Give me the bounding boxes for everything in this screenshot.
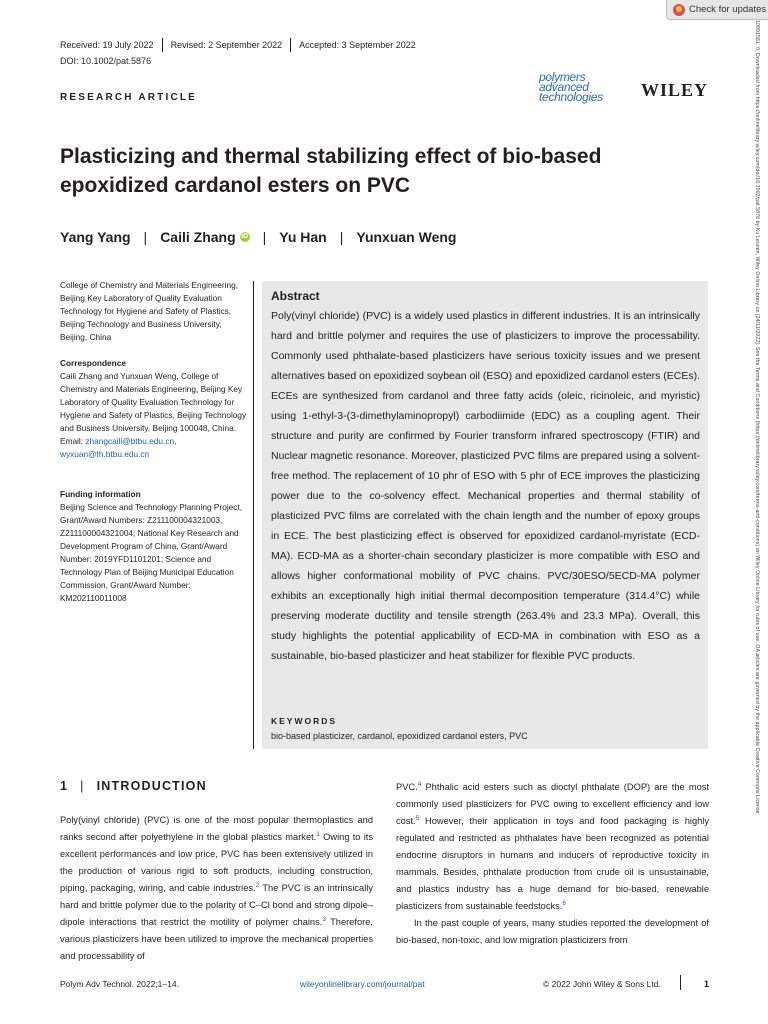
download-notice: 10991581, 0, Downloaded from https://onlinelibrary.wiley.com/doi/10.1002/pat.5876 by Ku Leuven, Wiley Online Library on [24/11/2022]. See the Terms and Conditions (https://onlinelibrary.wiley.com/terms-and-conditions) on Wiley Online Library for rules of use; OA articles are governed by the applicable Creative Commons License	[754, 20, 760, 814]
revised-date: Revised: 2 September 2022	[170, 40, 283, 50]
citation-link[interactable]: 3	[322, 915, 326, 923]
author[interactable]: Yu Han	[279, 229, 327, 245]
journal-logo-line: polymers	[539, 70, 586, 84]
text-run: Poly(vinyl chloride) (PVC) is one of the most popular thermoplastics and ranks second after polyethylene in the global plastics market.	[60, 815, 373, 842]
journal-logo	[539, 72, 631, 106]
author-separator: |	[262, 229, 267, 245]
crossmark-icon	[673, 4, 685, 16]
paragraph	[60, 812, 373, 965]
text-run: PVC.	[396, 782, 418, 792]
journal-url-link[interactable]: wileyonlinelibrary.com/journal/pat	[300, 979, 425, 989]
section-number: 1	[60, 779, 69, 793]
page-number: 1	[704, 979, 710, 989]
column-divider	[253, 281, 254, 749]
correspondence: Correspondence Caili Zhang and Yunxuan Weng, College of Chemistry and Materials Engineering, Beijing Key Laboratory of Quality Evaluation Technology for Hygiene and Safety of Plastics, Beijing Technology and Business University, Beijing 100048, China. Email: zhangcaili@btbu.edu.cn, wyxuan@th.btbu.edu.cn	[60, 357, 250, 461]
funding-information	[60, 488, 250, 605]
abstract-heading: Abstract	[271, 289, 320, 303]
text-run: Phthalic acid esters such as dioctyl phthalate (DOP) are the most commonly used plasticizers for PVC owing to excellent efficiency and low cost.	[396, 782, 709, 826]
check-for-updates-button[interactable]	[666, 0, 768, 20]
accepted-date: Accepted: 3 September 2022	[299, 40, 416, 50]
citation-link[interactable]: 6	[562, 899, 567, 907]
citation-link[interactable]: 4	[417, 780, 422, 788]
section-type: RESEARCH ARTICLE	[60, 92, 198, 103]
correspondence-text: Caili Zhang and Yunxuan Weng, College of Chemistry and Materials Engineering, Beijing Key Laboratory of Quality Evaluation Technology for Hygiene and Safety of Plastics, Beijing Technology and Business University, Beijing 100048, China.	[60, 371, 247, 433]
funding-heading: Funding information	[60, 489, 141, 499]
paragraph	[396, 779, 709, 915]
keywords-text: bio-based plasticizer, cardanol, epoxidized cardanol esters, PVC	[271, 731, 528, 741]
intro-right-column	[396, 779, 709, 949]
author-separator: |	[339, 229, 344, 245]
citation-link[interactable]: 5	[415, 814, 420, 822]
citation-link[interactable]: 1	[316, 830, 320, 838]
correspondence-heading: Correspondence	[60, 358, 126, 368]
email-label: Email:	[60, 436, 84, 446]
orcid-icon[interactable]: iD	[241, 233, 249, 240]
citation-link[interactable]: 2	[255, 881, 260, 889]
publisher-logo: WILEY	[641, 80, 709, 100]
article-title: Plasticizing and thermal stabilizing effect of bio-based epoxidized cardanol esters on PVC	[60, 145, 602, 197]
author[interactable]: Yunxuan Weng	[356, 229, 457, 245]
text-run: Therefore, various plasticizers have been utilized to improve the mechanical properties and processability of	[60, 917, 373, 961]
received-date: Received: 19 July 2022	[60, 40, 154, 50]
funding-text: Beijing Science and Technology Planning Project, Grant/Award Numbers: Z211100004321003, Z211100004321004; National Key Research and Development Program of China, Grant/Award Number: 2019YFD1101201; Science and Technology Plan of Beijing Municipal Education Commission, Grant/Award Number: KM202110011008	[60, 502, 243, 603]
author[interactable]: Yang Yang	[60, 229, 131, 245]
affiliation: College of Chemistry and Materials Engineering, Beijing Key Laboratory of Quality Evaluation Technology for Hygiene and Safety of Plastics, Beijing Technology and Business University, Beijing, China	[60, 280, 239, 342]
text-run: The PVC is an intrinsically hard and brittle polymer due to the polarity of C–Cl bond and strong dipole–dipole interactions that restrict the motility of polymer chains.	[60, 883, 373, 927]
footer-divider	[680, 975, 681, 990]
text-run: However, their application in toys and food packaging is highly regulated and restricted as phthalates have been recognized as potential endocrine disruptors in humans and inducers of reproductive toxicity in mammals. Besides, phthalate production from crude oil is unsustainable, and plastics industry has a huge demand for bio-based, renewable plasticizers from sustainable feedstocks.	[396, 816, 709, 911]
author-list	[60, 229, 456, 245]
paragraph: In the past couple of years, many studies reported the development of bio-based, non-toxic, and low migration plasticizers from	[396, 918, 709, 945]
keywords-heading: KEYWORDS	[271, 716, 338, 726]
section-title: INTRODUCTION	[96, 779, 207, 793]
intro-left-column	[60, 812, 373, 965]
text-run: Owing to its excellent performances and low price, PVC has been extensively utilized in the production of various rigid to soft products, including construction, piping, packaging, wiring, and cable industries.	[60, 832, 373, 893]
author-separator: |	[143, 229, 148, 245]
journal-logo-line: advanced	[539, 80, 589, 94]
abstract-text: Poly(vinyl chloride) (PVC) is a widely used plastics in different industries. It is an intrinsically hard and brittle polymer and requires the use of plasticizers to improve the processability. Commonly used phthalate-based plasticizers have serious toxicity issues and we present alternatives based on epoxidized soybean oil (ESO) and epoxidized cardanol esters (ECEs). ECEs are synthesized from cardanol and three fatty acids (oleic, ricinoleic, and myristic) using 1-ethyl-3-(3-dimethylaminopropyl) carbodiimide (EDC) as a coupling agent. Their structure and purity are confirmed by Fourier transform infrared spectroscopy (FTIR) and Nuclear magnetic resonance. Moreover, plasticized PVC films are prepared using a solvent-free method. The replacement of 10 phr of ESO with 5 phr of ECE improves the plasticizing power due to the co-solvency effect. Mechanical properties and thermal stability of plasticized PVC films are correlated with the chain length and the number of epoxy groups in ECE. The best plasticizing effect is observed for epoxidized cardanol-myristate (ECD-MA). ECD-MA as a shorter-chain secondary plasticizer is more compatible with ESO and allows higher conformational mobility of PVC chains. PVC/30ESO/5ECD-MA polymer exhibits an exceptionally high initial thermal decomposition temperature (314.4°C) while preserving moderate ductility and tensile strength (263.4% and 23.3 MPa). Overall, this study highlights the potential applicability of ECD-MA in combination with ESO as a sustainable, bio-based plasticizer and heat stabilizer for flexible PVC products.	[271, 310, 700, 662]
check-for-updates-label: Check for updates	[689, 4, 767, 15]
journal-logo-line: technologies	[539, 90, 603, 104]
section-separator: |	[80, 779, 85, 793]
journal-citation: Polym Adv Technol. 2022;1–14.	[60, 979, 179, 989]
copyright: © 2022 John Wiley & Sons Ltd.	[543, 979, 661, 989]
email-link[interactable]: zhangcaili@btbu.edu.cn	[85, 436, 175, 446]
author[interactable]: Caili Zhang	[160, 229, 236, 245]
doi: DOI: 10.1002/pat.5876	[60, 56, 152, 66]
article-dates	[60, 38, 424, 52]
section-heading	[60, 779, 207, 793]
email-link[interactable]: wyxuan@th.btbu.edu.cn	[60, 449, 150, 459]
